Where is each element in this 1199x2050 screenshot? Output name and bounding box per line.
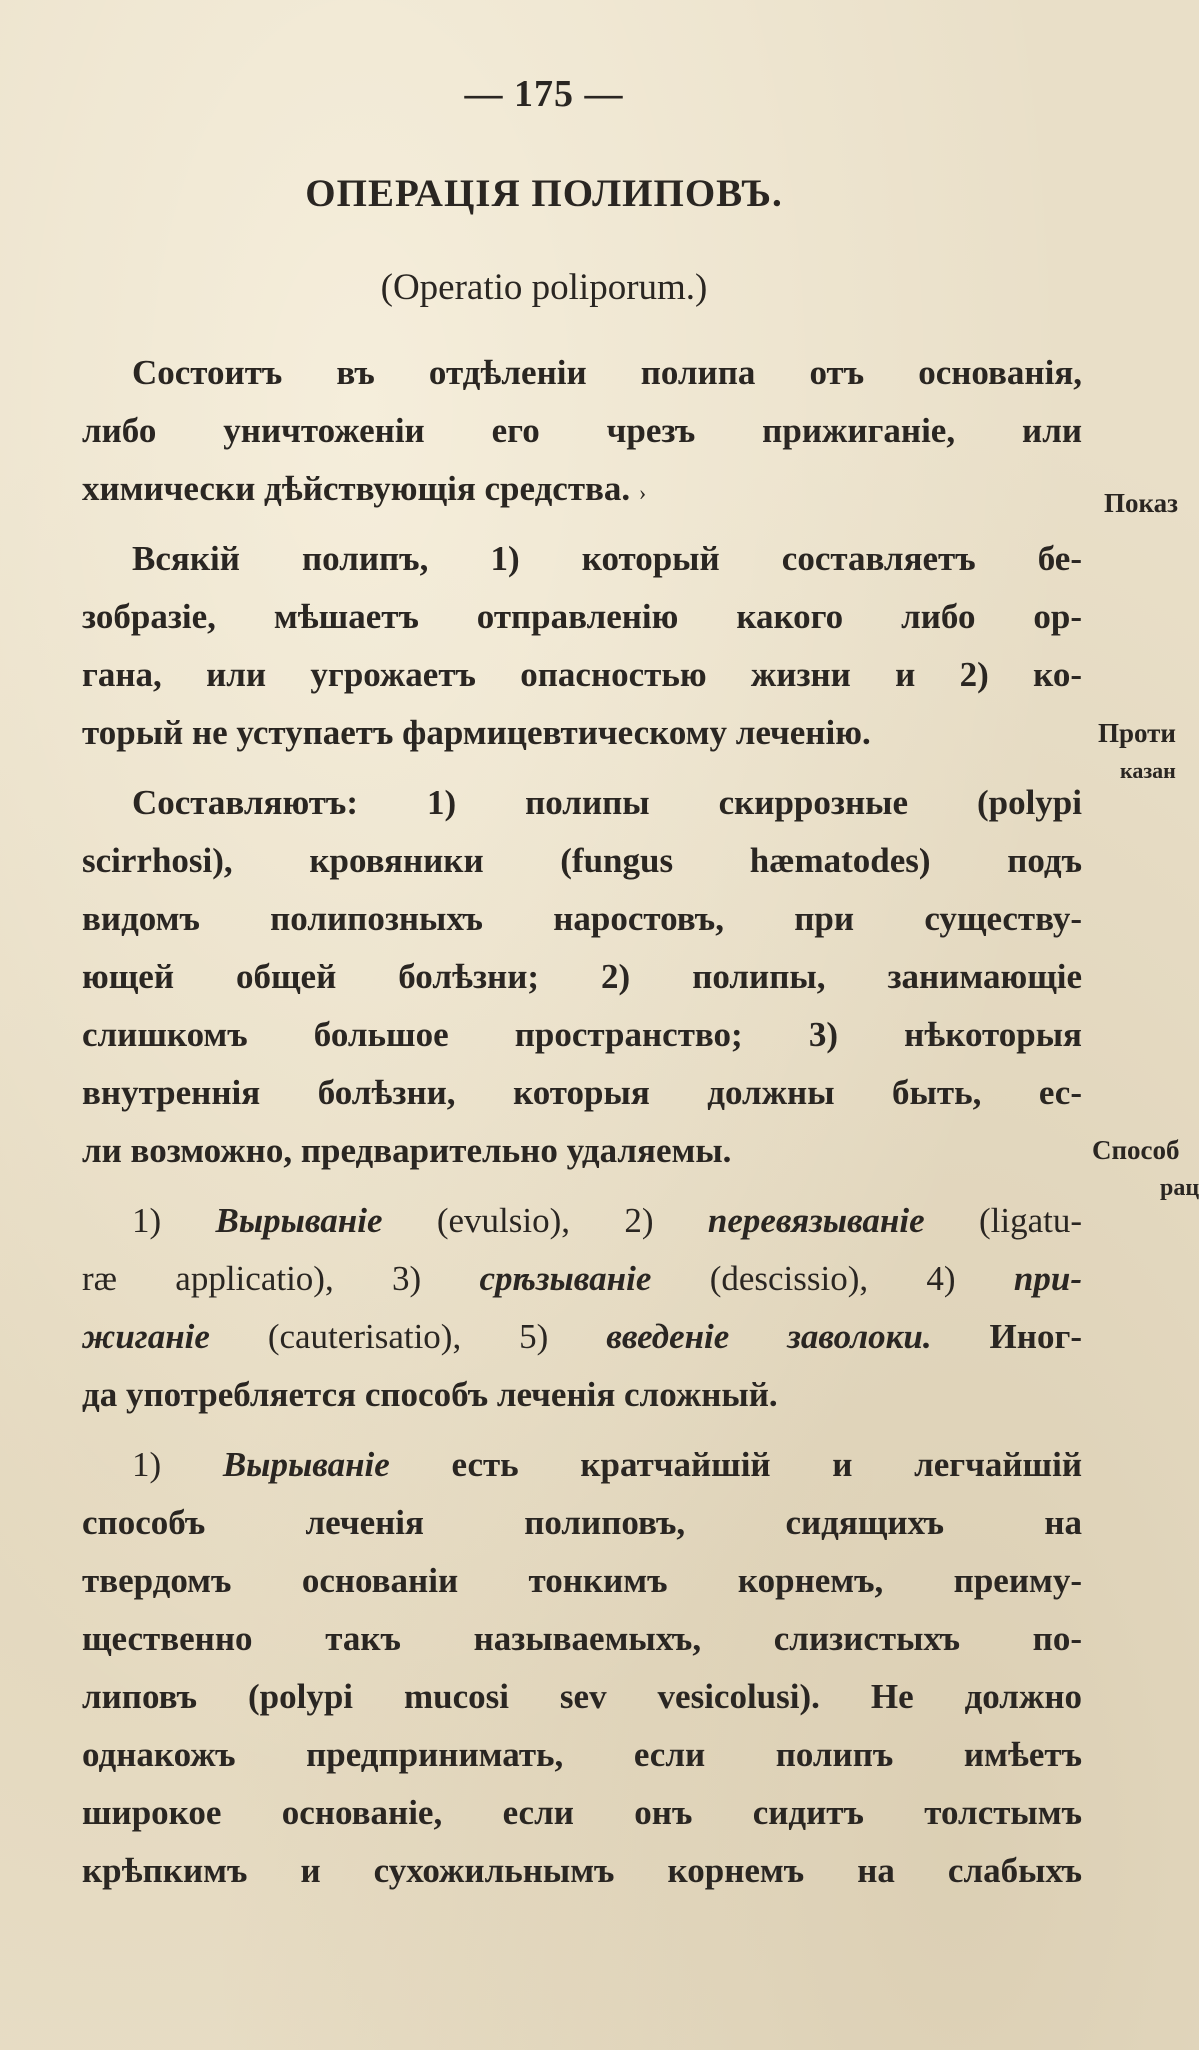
margin-note-methods: Способ xyxy=(1092,1135,1180,1165)
text-line: ли возможно, предварительно удаляемы. xyxy=(82,1131,732,1170)
text-segment: (ligatu- xyxy=(924,1201,1082,1240)
paragraph-definition xyxy=(82,344,1082,518)
term-italic: введеніе заволоки. xyxy=(606,1317,932,1356)
text-line: липовъ (polypi mucosi sev vesicolusi). Не должно xyxy=(82,1677,1082,1716)
text-line: зобразіе, мѣшаетъ отправленію какого либо ор- xyxy=(82,597,1082,636)
term-italic: срѣзываніе xyxy=(479,1259,652,1298)
text-segment: (cauterisatio), 5) xyxy=(209,1317,607,1356)
margin-note-methods-2: рац xyxy=(1160,1175,1199,1201)
text-line xyxy=(82,1436,1082,1494)
text-segment: ræ applicatio), 3) xyxy=(82,1259,480,1298)
paragraph-indications xyxy=(82,530,1082,762)
term-italic: Вырываніе xyxy=(215,1201,383,1240)
text-line: scirrhosi), кровяники (fungus hæmatodes) подъ xyxy=(82,841,1082,880)
text-line xyxy=(82,1308,1082,1366)
text-segment: химически дѣйствующія средства. xyxy=(82,469,631,508)
text-line: ющей общей болѣзни; 2) полипы, занимающіе xyxy=(82,957,1082,996)
text-line: торый не уступаетъ фармицевтическому леченію. xyxy=(82,713,871,752)
margin-note-contraindications-2: казан xyxy=(1120,758,1176,783)
section-subtitle: (Operatio poliporum.) xyxy=(380,267,708,308)
page-number: — 175 — xyxy=(464,73,624,115)
text-line: крѣпкимъ и сухожильнымъ корнемъ на слабыхъ xyxy=(82,1851,1082,1890)
text-line: Состоитъ въ отдѣленіи полипа отъ основанія, xyxy=(132,353,1082,392)
text-line xyxy=(82,1192,1082,1250)
text-line: видомъ полипозныхъ наростовъ, при существу- xyxy=(82,899,1082,938)
text-line: широкое основаніе, если онъ сидитъ толстымъ xyxy=(82,1793,1082,1832)
text-line: Всякій полипъ, 1) который составляетъ бе- xyxy=(132,539,1082,578)
text-line: либо уничтоженіи его чрезъ прижиганіе, или xyxy=(82,411,1082,450)
term-italic: Вырываніе xyxy=(222,1445,390,1484)
text-segment: есть кратчайшій и легчайшій xyxy=(389,1445,1082,1484)
text-column xyxy=(82,66,1082,1912)
term-italic: жиганіе xyxy=(82,1317,210,1356)
margin-note-indications: Показ xyxy=(1104,488,1178,518)
term-italic: перевязываніе xyxy=(707,1201,925,1240)
text-line: слишкомъ большое пространство; 3) нѣкоторыя xyxy=(82,1015,1082,1054)
text-line: однакожъ предпринимать, если полипъ имѣетъ xyxy=(82,1735,1082,1774)
text-line: щественно такъ называемыхъ, слизистыхъ по- xyxy=(82,1619,1082,1658)
text-line xyxy=(82,1250,1082,1308)
margin-note-contraindications: Проти xyxy=(1098,718,1176,748)
paragraph-evulsion xyxy=(82,1436,1082,1900)
text-line xyxy=(82,460,1082,518)
text-line: внутреннія болѣзни, которыя должны быть, ес- xyxy=(82,1073,1082,1112)
text-segment: 1) xyxy=(132,1445,223,1484)
text-line: твердомъ основаніи тонкимъ корнемъ, преиму- xyxy=(82,1561,1082,1600)
text-line: способъ леченія полиповъ, сидящихъ на xyxy=(82,1503,1082,1542)
term-italic: при- xyxy=(1013,1259,1082,1298)
paragraph-methods xyxy=(82,1192,1082,1424)
text-line: гана, или угрожаетъ опасностью жизни и 2) ко- xyxy=(82,655,1082,694)
text-line: да употребляется способъ леченія сложный. xyxy=(82,1375,778,1414)
stray-mark: › xyxy=(638,480,647,505)
body-text xyxy=(82,344,1082,1900)
text-segment: 1) xyxy=(132,1201,216,1240)
text-segment: (evulsio), 2) xyxy=(382,1201,708,1240)
section-title: ОПЕРАЦІЯ ПОЛИПОВЪ. xyxy=(305,172,783,215)
text-line: Составляютъ: 1) полипы скиррозные (polypi xyxy=(132,783,1082,822)
text-segment: Иног- xyxy=(931,1317,1082,1356)
paragraph-contraindications xyxy=(82,774,1082,1180)
text-segment: (descissio), 4) xyxy=(651,1259,1014,1298)
